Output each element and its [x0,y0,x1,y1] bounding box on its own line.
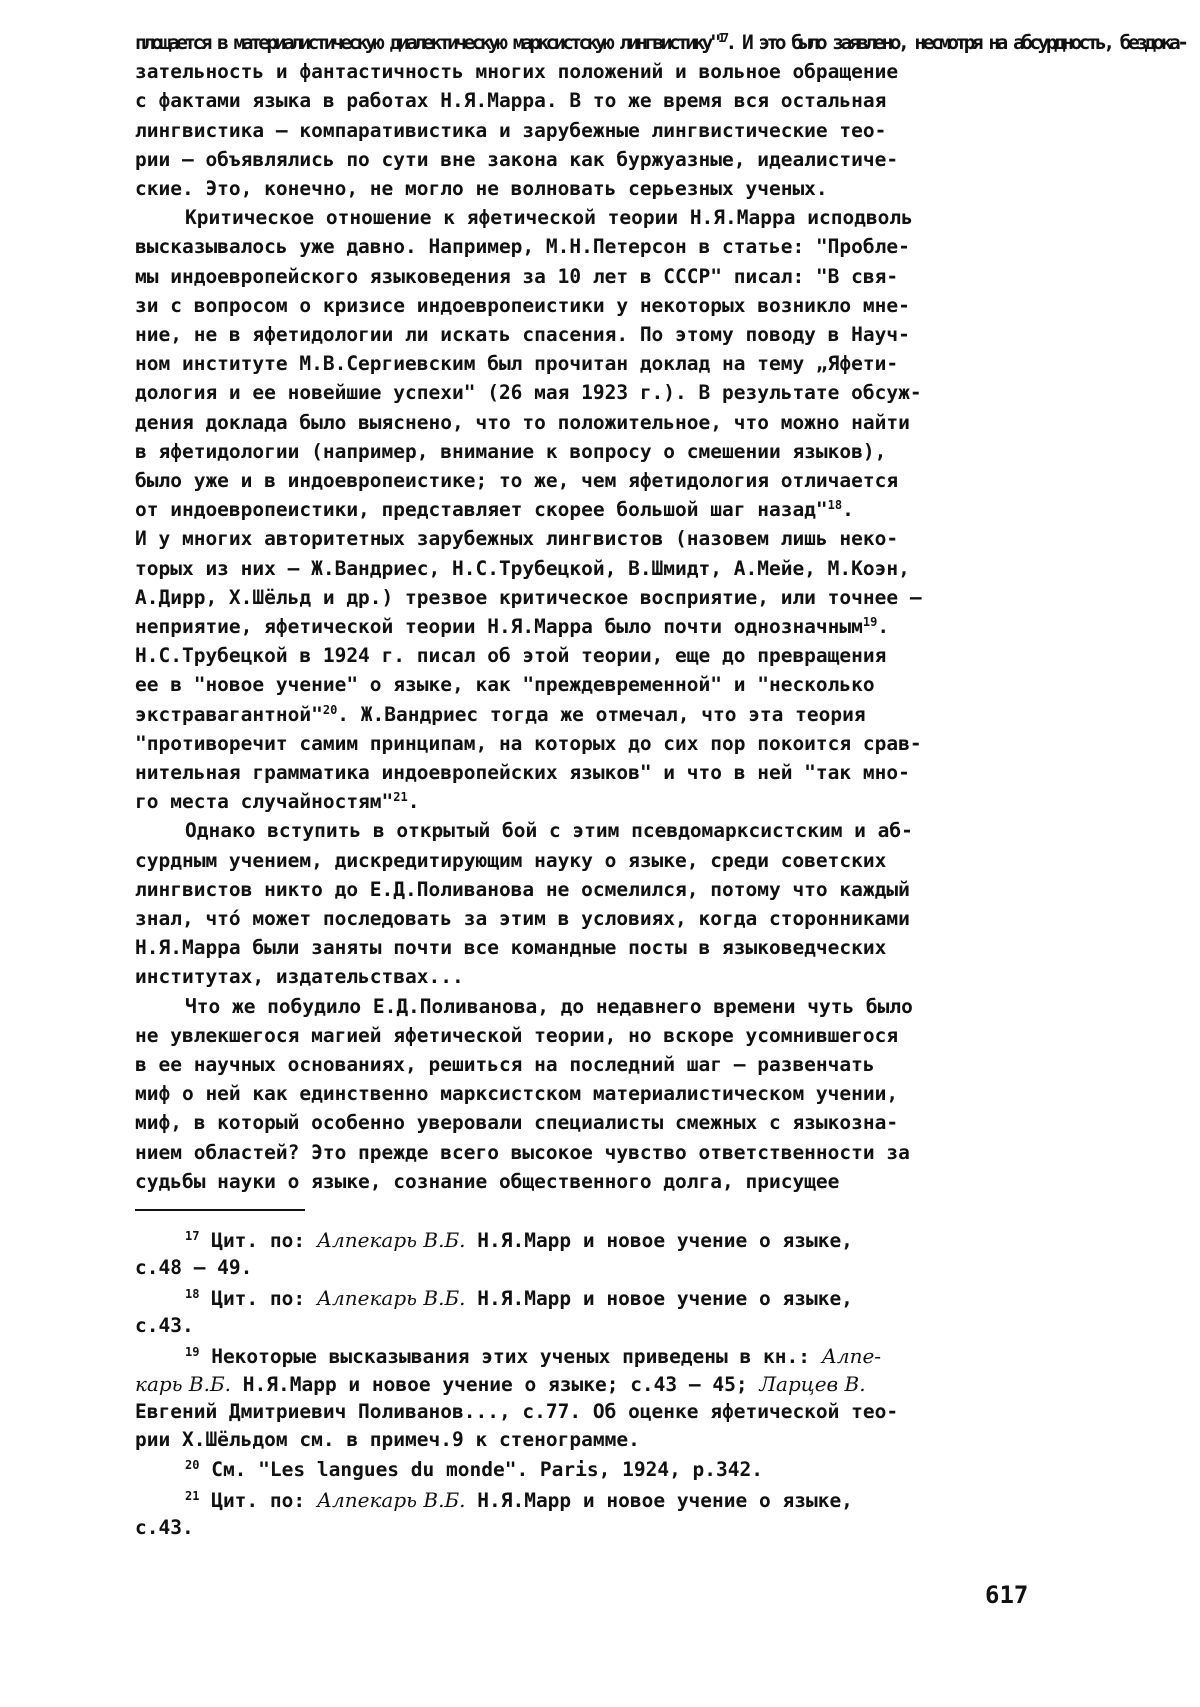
text-line: нительная грамматика индоевропейских языков" и что в ней "так мно- [135,761,910,784]
footnote-19 [185,1341,881,1371]
footnote-19-line4: рии Х.Шёльдом см. в примеч.9 к стенограмме. [135,1428,640,1451]
footnote-21-cont: с.43. [135,1516,194,1539]
footnote-ref-20: 20 [322,702,338,717]
text-line: нием областей? Это прежде всего высокое чувство ответственности за [135,1140,910,1164]
text-line: Н.Я.Марра были заняты почти все командные посты в языковедческих [135,936,887,960]
footnote-ref-17: 17 [718,31,726,45]
text-line: зи с вопросом о кризисе индоевропеистики у некоторых возникло мне- [135,293,910,317]
footnote-mark: 19 [185,1345,200,1359]
text-line: дения доклада было выяснено, что то положительное, что можно найти [135,410,910,434]
text-line: экстравагантной"$^{20}$. Ж.Вандриес тогда же отмечал, что эта теория [135,702,866,726]
footnote-author: Алпекарь В.Б. [316,1286,466,1310]
footnote-mark: 17 [185,1229,200,1243]
footnote-author: Алпе- [821,1344,882,1368]
footnote-20 [185,1455,763,1485]
footnote-author: карь В.Б. [135,1372,232,1396]
text-line: Критическое отношение к яфетической теории Н.Я.Марра исподволь [185,206,913,230]
text-line: высказывалось уже давно. Например, М.Н.Петерсон в статье: "Пробле- [135,235,910,259]
text-line: институтах, издательствах... [135,965,464,989]
text-line: сурдным учением, дискредитирующим науку о языке, среди советских [135,848,887,872]
footnote-17-cont: с.48 — 49. [135,1256,253,1279]
text-line: ном институте М.В.Сергиевским был прочитан доклад на тему „Яфети- [135,352,899,376]
text-line: знал, что́ может последовать за этим в условиях, когда сторонниками [135,907,910,930]
footnote-mark: 20 [185,1458,200,1472]
text-line: рии — объявлялись по сути вне закона как буржуазные, идеалистиче- [135,147,899,171]
footnote-ref-21: 21 [393,790,408,805]
footnote-author: Ларцев В. [759,1372,866,1396]
footnote-text: Н.Я.Марр и новое учение о языке, [465,1229,853,1252]
text-line: от индоевропеистики, представляет скорее большой шаг назад"$^{18}$. [135,498,854,522]
text-line: миф, в который особенно уверовали специалисты смежных с языкозна- [135,1111,899,1135]
footnote-text: Цит. по: [211,1489,317,1512]
text-line: лингвистика — компаративистика и зарубежные лингвистические тео- [135,118,887,142]
footnote-17 [185,1225,853,1255]
text-line: неприятие, яфетической теории Н.Я.Марра было почти однозначным$^{19}$. [135,615,890,638]
footnote-separator [135,1209,305,1211]
page-number: 617 [985,1581,1029,1609]
footnote-mark: 18 [185,1287,200,1301]
text-line: дология и ее новейшие успехи" (26 мая 1923 г.). В результате обсуж- [135,381,922,405]
text-line: Н.С.Трубецкой в 1924 г. писал об этой теории, еще до превращения [135,644,887,668]
text-line: в яфетидологии (например, внимание к вопросу о смешении языков), [135,439,887,463]
footnote-18-cont: с.43. [135,1314,194,1337]
text-line: судьбы науки о языке, сознание общественного долга, присущее [135,1169,840,1193]
footnote-author: Алпекарь В.Б. [316,1488,466,1512]
text-line: мы индоевропейского языковедения за 10 лет в СССР" писал: "В свя- [135,264,899,288]
footnote-ref-18: 18 [827,498,843,513]
text-line: площается в материалистическую диалектическую марксистскую лингвистику"$^{17}$. И это было заявлено, несмотря на абсурдность, бездока- [135,31,1186,54]
text-line: торых из них — Ж.Вандриес, Н.С.Трубецкой, В.Шмидт, А.Мейе, М.Коэн, [135,556,910,580]
text-line: зательность и фантастичность многих положений и вольное обращение [135,60,899,84]
footnote-ref-19: 19 [862,615,878,629]
footnote-mark: 21 [185,1489,200,1503]
text-line: "противоречит самим принципам, на которых до сих пор покоится срав- [135,731,922,755]
footnote-text: Н.Я.Марр и новое учение о языке, [465,1287,853,1310]
text-line: в ее научных основаниях, решиться на последний шаг — развенчать [135,1053,875,1076]
text-line: ские. Это, конечно, не могло не волновать серьезных ученых. [135,177,828,200]
text-line: лингвистов никто до Е.Д.Поливанова не осмелился, потому что каждый [135,877,910,901]
footnote-author: Алпекарь В.Б. [316,1228,466,1252]
text-line: го места случайностям"$^{21}$. [135,790,420,814]
footnote-19-line2 [135,1369,866,1399]
text-line: Однако вступить в открытый бой с этим псевдомарксистским и аб- [185,819,913,843]
text-line: Что же побудило Е.Д.Поливанова, до недавнего времени чуть было [185,994,913,1018]
footnote-text: Н.Я.Марр и новое учение о языке; с.43 — 45; [231,1373,760,1396]
footnote-21 [185,1485,853,1515]
text-line: А.Дирр, Х.Шёльд и др.) трезвое критическое восприятие, или точнее — [135,585,922,609]
footnote-text: Н.Я.Марр и новое учение о языке, [465,1489,853,1512]
footnote-18 [185,1283,853,1313]
footnote-text: Цит. по: [211,1287,317,1310]
text-line: И у многих авторитетных зарубежных лингвистов (назовем лишь неко- [135,527,899,551]
text-line: ее в "новое учение" о языке, как "преждевременной" и "несколько [135,673,875,697]
text-line: с фактами языка в работах Н.Я.Марра. В то же время вся остальная [135,89,887,113]
footnote-text: См. "Les langues du monde". Paris, 1924, p.342. [211,1458,763,1481]
footnote-text: Цит. по: [211,1229,317,1252]
footnote-19-line3: Евгений Дмитриевич Поливанов..., с.77. Об оценке яфетической тео- [135,1400,899,1423]
text-line: не увлекшегося магией яфетической теории, но вскоре усомнившегося [135,1023,899,1047]
text-line: ние, не в яфетидологии ли искать спасения. По этому поводу в Науч- [135,323,910,346]
text-line: было уже и в индоевропеистике; то же, чем яфетидология отличается [135,469,899,492]
footnote-text: Некоторые высказывания этих ученых приведены в кн.: [211,1345,822,1368]
text-line: миф о ней как единственно марксистском материалистическом учении, [135,1082,899,1106]
